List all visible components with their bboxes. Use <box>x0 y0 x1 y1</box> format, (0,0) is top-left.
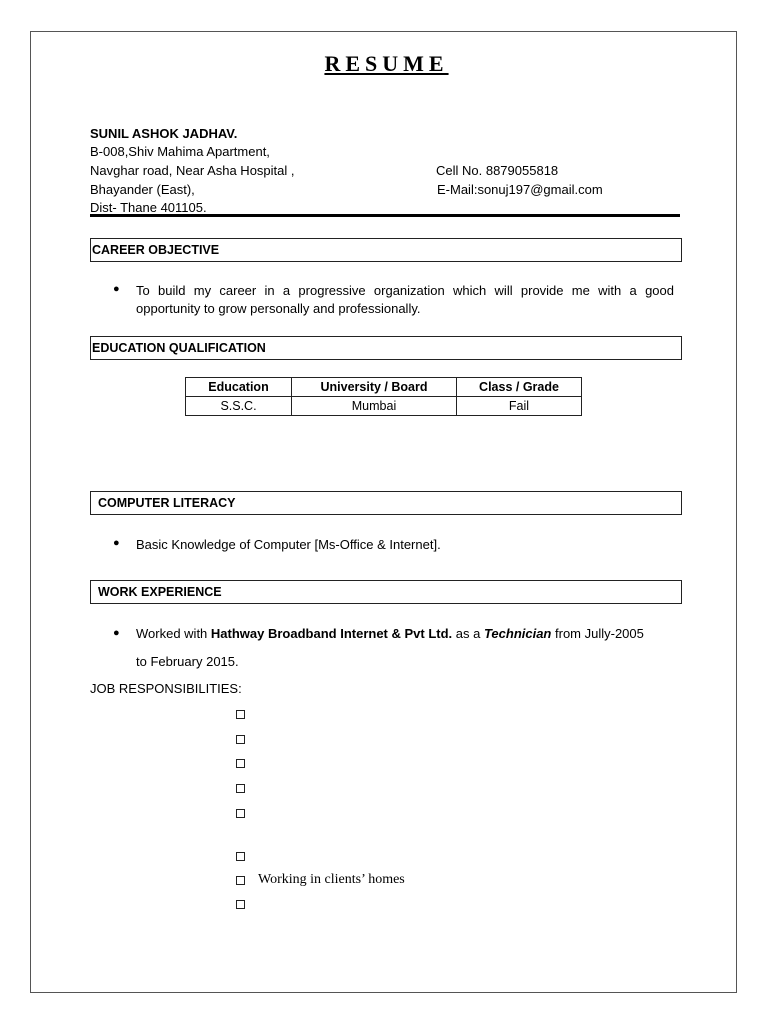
company-name: Hathway Broadband Internet & Pvt Ltd. <box>210 626 453 641</box>
table-row <box>186 397 582 416</box>
checkbox-icon <box>236 784 245 793</box>
checkbox-icon <box>236 876 245 885</box>
section-work-experience: WORK EXPERIENCE <box>90 580 682 604</box>
section-career-objective: CAREER OBJECTIVE <box>90 238 682 262</box>
computer-literacy-item: Basic Knowledge of Computer [Ms-Office & Internet]. <box>136 537 441 552</box>
cell-education: S.S.C. <box>186 397 292 416</box>
work-text-pre: Worked with <box>136 626 211 641</box>
responsibility-item: Working in clients’ homes <box>258 872 405 887</box>
header-divider <box>90 214 680 217</box>
bullet-icon: ● <box>113 627 120 639</box>
email-address: E-Mail:sonuj197@gmail.com <box>437 182 603 197</box>
checkbox-icon <box>236 759 245 768</box>
cell-number: Cell No. 8879055818 <box>436 163 559 178</box>
education-header-row <box>186 378 582 397</box>
work-text-post: from Jully-2005 <box>551 626 644 641</box>
career-objective-line-1: To build my career in a progressive organization which will provide me with a good <box>136 283 674 298</box>
col-university: University / Board <box>292 378 457 397</box>
job-responsibilities-heading: JOB RESPONSIBILITIES: <box>90 681 242 696</box>
career-objective-line-2: opportunity to grow personally and professionally. <box>136 301 421 316</box>
checkbox-icon <box>236 735 245 744</box>
section-computer-literacy: COMPUTER LITERACY <box>90 491 682 515</box>
checkbox-icon <box>236 809 245 818</box>
education-table <box>185 377 582 416</box>
address-line-4: Dist- Thane 401105. <box>90 200 207 215</box>
checkbox-icon <box>236 710 245 719</box>
checkbox-icon <box>236 900 245 909</box>
resume-title: RESUME <box>324 51 449 76</box>
address-line-1: B-008,Shiv Mahima Apartment, <box>90 144 270 159</box>
address-line-2: Navghar road, Near Asha Hospital , <box>90 163 295 178</box>
candidate-name: SUNIL ASHOK JADHAV. <box>90 126 238 141</box>
col-education: Education <box>186 378 292 397</box>
checkbox-icon <box>236 852 245 861</box>
job-role: Technician <box>483 626 552 641</box>
cell-grade: Fail <box>457 397 582 416</box>
cell-university: Mumbai <box>292 397 457 416</box>
section-education: EDUCATION QUALIFICATION <box>90 336 682 360</box>
col-grade: Class / Grade <box>457 378 582 397</box>
work-text-as: as a <box>452 626 484 641</box>
work-experience-line-1 <box>136 624 644 643</box>
address-line-3: Bhayander (East), <box>90 182 195 197</box>
bullet-icon: ● <box>113 283 120 295</box>
work-experience-line-2: to February 2015. <box>136 654 239 669</box>
bullet-icon: ● <box>113 537 120 549</box>
